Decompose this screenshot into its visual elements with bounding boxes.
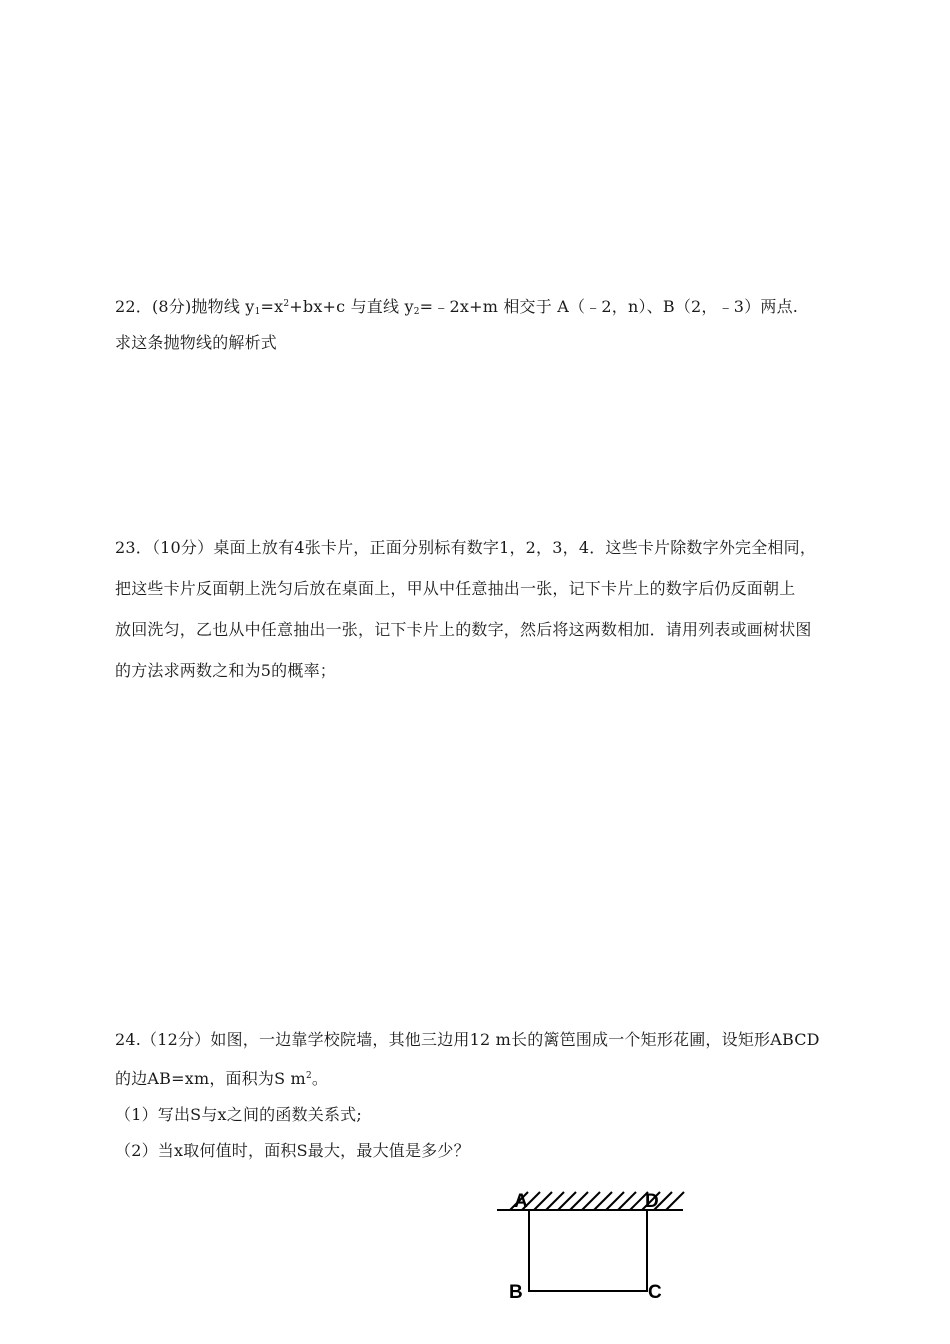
q22-superscript-2: 2 [283,299,290,309]
q22-line-2: 求这条抛物线的解析式 [115,333,278,352]
q22-subscript-2: 2 [413,307,420,317]
fence-outline [529,1210,647,1291]
label-d: D [645,1191,659,1212]
q22-text-d: =﹣2x+m 相交于 A（﹣2，n）、B（2，﹣3）两点. [419,297,799,316]
q24-line-2 [115,1066,328,1089]
q24-text-a: 的边AB=xm，面积为S m [115,1069,306,1088]
q24-line-1: 24.（12分）如图，一边靠学校院墙，其他三边用12 m长的篱笆围成一个矩形花圃，设矩形ABCD [115,1030,820,1049]
label-a: A [514,1191,528,1212]
q24-line-4: （2）当x取何值时，面积S最大，最大值是多少？ [115,1141,470,1160]
rectangle-figure [495,1185,695,1305]
label-b: B [509,1282,523,1303]
q23-line-1: 23．（10分）桌面上放有4张卡片，正面分别标有数字1，2，3，4．这些卡片除数字外完全相同， [115,538,817,557]
q23-line-3: 放回洗匀，乙也从中任意抽出一张，记下卡片上的数字，然后将这两数相加．请用列表或画树状图 [115,620,812,639]
q22-subscript-1: 1 [254,307,261,317]
q22-text-c: +bx+c 与直线 y [289,297,414,316]
q22-text-b: =x [260,297,284,316]
label-c: C [648,1282,662,1303]
q22-line-1 [115,294,798,317]
q24-line-3: （1）写出S与x之间的函数关系式; [115,1105,362,1124]
q24-text-b: 。 [311,1069,329,1088]
q24-superscript: 2 [305,1071,312,1081]
q23-line-4: 的方法求两数之和为5的概率； [115,661,336,680]
q22-text-a: 22．(8分)抛物线 y [115,297,255,316]
q23-line-2: 把这些卡片反面朝上洗匀后放在桌面上，甲从中任意抽出一张，记下卡片上的数字后仍反面朝上 [115,579,796,598]
